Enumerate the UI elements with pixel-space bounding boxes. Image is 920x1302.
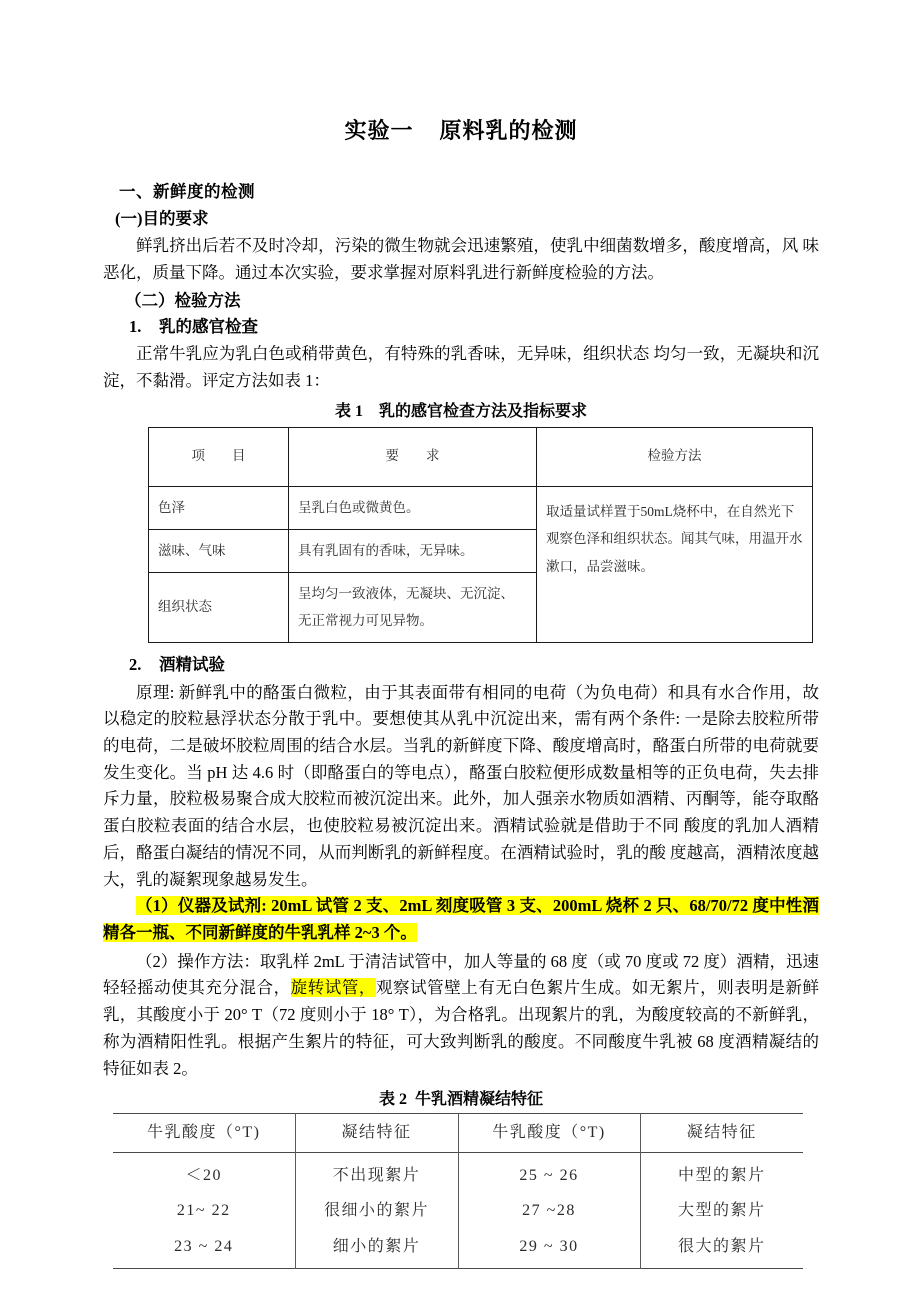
table2-header-feature-left: 凝结特征 xyxy=(295,1114,458,1153)
table2-wrapper xyxy=(103,1113,819,1269)
paragraph-procedure xyxy=(103,949,819,1083)
table1-wrapper xyxy=(103,427,819,643)
table1-cell-method-merged: 取适量试样置于50mL烧杯中，在自然光下观察色泽和组织状态。闻其气味，用温开水漱口，品尝滋味。 xyxy=(537,486,813,642)
table-row-header xyxy=(149,427,813,486)
item-number-1: 1. xyxy=(129,316,142,336)
table1-cell-item-texture: 组织状态 xyxy=(149,573,289,643)
table1-cell-item-color: 色泽 xyxy=(149,486,289,529)
table2-header-feature-right: 凝结特征 xyxy=(640,1114,803,1153)
section-heading-freshness: 一、新鲜度的检测 xyxy=(119,182,255,202)
highlighted-rotate-tube-text: 旋转试管， xyxy=(290,978,376,998)
paragraph-sensory: 正常牛乳应为乳白色或稍带黄色，有特殊的乳香味，无异味，组织状态 均匀一致，无凝块和沉淀，不黏滑。评定方法如表 1： xyxy=(103,344,819,391)
table-row-header xyxy=(113,1114,803,1153)
table-row xyxy=(113,1229,803,1269)
paragraph-reagents xyxy=(103,893,819,946)
table1-header-method: 检验方法 xyxy=(537,427,813,486)
subsection-heading-purpose: (一)目的要求 xyxy=(115,209,209,229)
highlighted-reagents-text: （1）仪器及试剂: 20mL 试管 2 支、2mL 刻度吸管 3 支、200mL 烧杯 2 只、68/70/72 度中性酒精各一瓶、不同新鲜度的牛乳乳样 2~3 个。 xyxy=(103,896,819,943)
subsection-heading-method: （二）检验方法 xyxy=(125,290,241,310)
item-number-2: 2. xyxy=(129,654,142,674)
page-title: 实验一 原料乳的检测 xyxy=(344,118,578,143)
procedure-text-part2: 观察试管壁上有无白色絮片生成。如无絮片，则表明是新鲜乳，其酸度小于 20° T（72 度则小于 18° T），为合格乳。出现絮片的乳，为酸度较高的不新鲜乳，称为酒精阳性乳。根据产生絮片的特征，可大致判断乳的酸度。不同酸度牛乳被 68 度酒精凝结的特征如表 2。 xyxy=(103,978,820,1078)
table1-header-item: 项 目 xyxy=(149,427,289,486)
table-row xyxy=(149,486,813,529)
table2-cell: 27 ~28 xyxy=(458,1193,640,1229)
table2-cell: ＜20 xyxy=(185,1166,222,1184)
table2-caption: 表 2 牛乳酒精凝结特征 xyxy=(378,1091,543,1109)
table-alcohol-coagulation xyxy=(113,1113,803,1269)
table2-cell: 23 ~ 24 xyxy=(174,1237,234,1255)
table2-cell: 大型的絮片 xyxy=(640,1193,803,1229)
paragraph-principle: 原理: 新鲜乳中的酪蛋白微粒，由于其表面带有相同的电荷（为负电荷）和具有水合作用，故以稳定的胶粒悬浮状态分散于乳中。要想使其从乳中沉淀出来，需有两个条件: 一是除去胶粒所带的电荷，二是破坏胶粒周围的结合水层。当乳的新鲜度下降、酸度增高时，酪蛋白所带的电荷就要发生变化。当 pH 达 4.6 时（即酪蛋白的等电点），酪蛋白胶粒便形成数量相等的正负电荷，失去排斥力量，胶粒极易聚合成大胶粒而被沉淀出来。此外，加人强亲水物质如酒精、丙酮等，能夺取酪蛋白胶粒表面的结合水层，也使胶粒易被沉淀出来。酒精试验就是借助于不同 酸度的乳加人酒精后，酪蛋白凝结的情况不同，从而判断乳的新鲜程度。在酒精试验时，乳的酸 度越高，酒精浓度越大，乳的凝絮现象越易发生。 xyxy=(103,682,820,889)
table2-cell: 25 ~ 26 xyxy=(458,1152,640,1193)
table2-cell: 21~ 22 xyxy=(176,1202,231,1220)
table-row xyxy=(113,1193,803,1229)
table2-cell: 不出现絮片 xyxy=(295,1152,458,1193)
table-sensory-inspection xyxy=(148,427,813,643)
procedure-text-part1: （2）操作方法：取乳样 2mL 于清洁试管中，加人等量的 68 度（或 70 度或 72 度）酒精，迅速轻轻摇动使其充分混合， xyxy=(103,951,819,998)
item-label-sensory: 乳的感官检查 xyxy=(159,316,258,336)
table1-caption: 表 1 乳的感官检查方法及指标要求 xyxy=(334,402,587,420)
table2-cell: 细小的絮片 xyxy=(295,1229,458,1269)
table1-cell-requirement-texture: 呈均匀一致液体，无凝块、无沉淀、无正常视力可见异物。 xyxy=(289,573,537,643)
item-heading-sensory xyxy=(103,315,819,340)
item-heading-alcohol-test xyxy=(103,653,819,678)
item-label-alcohol-test: 酒精试验 xyxy=(159,654,225,674)
table2-cell: 29 ~ 30 xyxy=(458,1229,640,1269)
table1-cell-requirement-color: 呈乳白色或微黄色。 xyxy=(289,486,537,529)
table-row xyxy=(113,1152,803,1193)
table1-header-requirement: 要 求 xyxy=(289,427,537,486)
table1-cell-requirement-taste: 具有乳固有的香味，无异味。 xyxy=(289,529,537,572)
table2-cell: 很大的絮片 xyxy=(640,1229,803,1269)
table2-header-acidity-left: 牛乳酸度（°T) xyxy=(146,1124,261,1142)
page-content xyxy=(103,118,819,1269)
table2-cell: 中型的絮片 xyxy=(640,1152,803,1193)
paragraph-purpose: 鲜乳挤出后若不及时冷却，污染的微生物就会迅速繁殖，使乳中细菌数增多，酸度增高，风 味恶化，质量下降。通过本次实验，要求掌握对原料乳进行新鲜度检验的方法。 xyxy=(103,236,819,282)
table1-cell-item-taste: 滋味、气味 xyxy=(149,529,289,572)
table2-header-acidity-right: 牛乳酸度（°T) xyxy=(458,1114,640,1153)
table2-cell: 很细小的絮片 xyxy=(295,1193,458,1229)
